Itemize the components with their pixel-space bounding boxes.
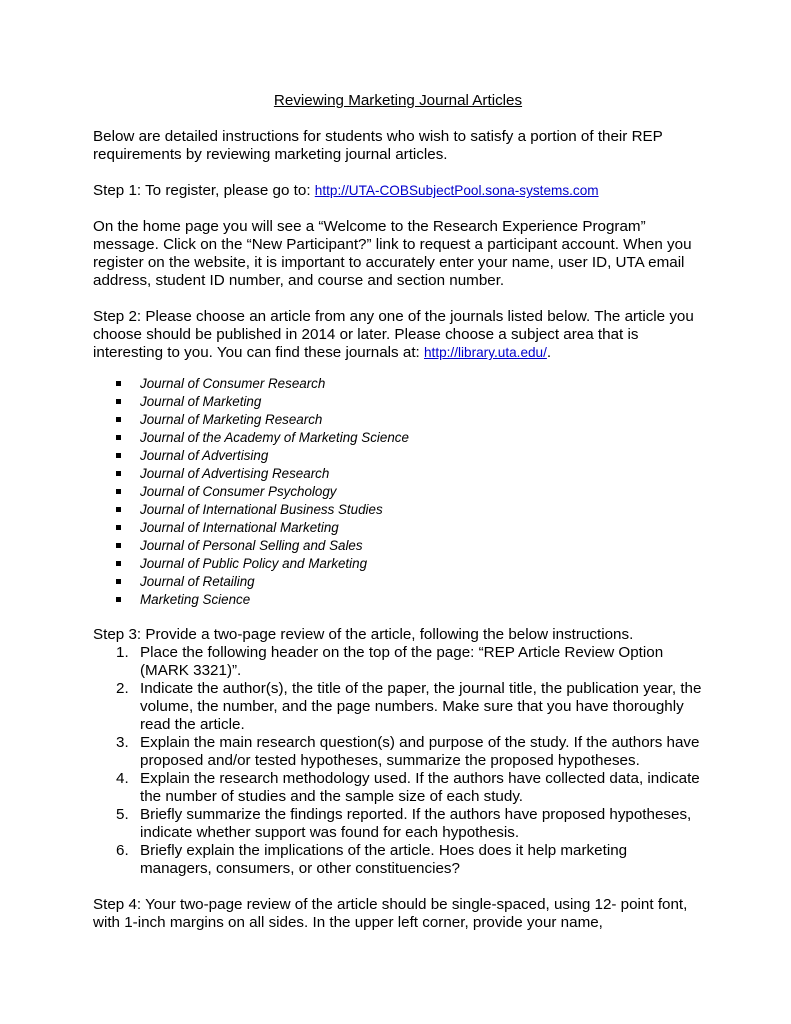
item-number: 1.	[116, 644, 129, 661]
document-page	[93, 92, 703, 950]
step1-paragraph	[93, 182, 703, 200]
journal-list	[93, 375, 703, 609]
list-item: Journal of International Marketing	[93, 519, 703, 537]
list-item: 5. Briefly summarize the findings reported. If the authors have proposed hypotheses, indicate whether support was found for each hypothesis.	[116, 806, 692, 841]
step2-paragraph	[93, 308, 703, 362]
square-bullet-icon	[116, 471, 121, 476]
square-bullet-icon	[116, 435, 121, 440]
list-item: Journal of Public Policy and Marketing	[93, 555, 703, 573]
step2-period: .	[546, 344, 552, 361]
square-bullet-icon	[116, 381, 121, 386]
list-item: 3. Explain the main research question(s) and purpose of the study. If the authors have proposed and/or tested hypotheses, summarize the proposed hypotheses.	[116, 734, 700, 769]
list-item: 4. Explain the research methodology used. If the authors have collected data, indicate the number of studies and the sample size of each study.	[116, 770, 700, 805]
review-instructions-list	[93, 644, 703, 878]
list-item: 1. Place the following header on the top of the page: “REP Article Review Option (MARK 3321)”.	[116, 644, 664, 679]
square-bullet-icon	[116, 399, 121, 404]
square-bullet-icon	[116, 453, 121, 458]
item-number: 6.	[116, 842, 129, 859]
step1-text: Step 1: To register, please go to:	[93, 182, 315, 199]
square-bullet-icon	[116, 579, 121, 584]
list-item: Journal of the Academy of Marketing Science	[93, 429, 703, 447]
square-bullet-icon	[116, 507, 121, 512]
home-page-paragraph: On the home page you will see a “Welcome to the Research Experience Program” message. Click on the “New Participant?” link to request a participant account. When you register on the website, it is important to accurately enter your name, user ID, UTA email address, student ID number, and course and section number.	[93, 218, 692, 289]
item-number: 5.	[116, 806, 129, 823]
step2-text: Step 2: Please choose an article from any one of the journals listed below. The article you choose should be published in 2014 or later. Please choose a subject area that is interesting to you. You can find these journals at:	[93, 308, 694, 361]
list-item: Journal of Marketing Research	[93, 411, 703, 429]
intro-paragraph: Below are detailed instructions for students who wish to satisfy a portion of their REP requirements by reviewing marketing journal articles.	[93, 128, 663, 163]
item-number: 3.	[116, 734, 129, 751]
square-bullet-icon	[116, 489, 121, 494]
step4-paragraph: Step 4: Your two-page review of the article should be single-spaced, using 12- point font, with 1-inch margins on all sides. In the upper left corner, provide your name,	[93, 896, 688, 931]
list-item: 2. Indicate the author(s), the title of the paper, the journal title, the publication year, the volume, the number, and the page numbers. Make sure that you have thoroughly read the article.	[116, 680, 702, 733]
list-item: Journal of Advertising	[93, 447, 703, 465]
square-bullet-icon	[116, 597, 121, 602]
step3-paragraph: Step 3: Provide a two-page review of the article, following the below instructions.	[93, 626, 634, 643]
list-item: Journal of Marketing	[93, 393, 703, 411]
document-title: Reviewing Marketing Journal Articles	[273, 92, 523, 109]
list-item: Journal of Consumer Research	[93, 375, 703, 393]
list-item: Journal of Retailing	[93, 573, 703, 591]
item-number: 2.	[116, 680, 129, 697]
item-number: 4.	[116, 770, 129, 787]
library-link[interactable]: http://library.uta.edu/	[423, 345, 547, 360]
list-item: 6. Briefly explain the implications of the article. Hoes does it help marketing managers, consumers, or other constituencies?	[116, 842, 628, 877]
list-item: Marketing Science	[93, 591, 703, 609]
square-bullet-icon	[116, 561, 121, 566]
square-bullet-icon	[116, 417, 121, 422]
list-item: Journal of Personal Selling and Sales	[93, 537, 703, 555]
square-bullet-icon	[116, 543, 121, 548]
square-bullet-icon	[116, 525, 121, 530]
list-item: Journal of International Business Studies	[93, 501, 703, 519]
list-item: Journal of Advertising Research	[93, 465, 703, 483]
list-item: Journal of Consumer Psychology	[93, 483, 703, 501]
registration-link[interactable]: http://UTA-COBSubjectPool.sona-systems.com	[314, 183, 599, 198]
